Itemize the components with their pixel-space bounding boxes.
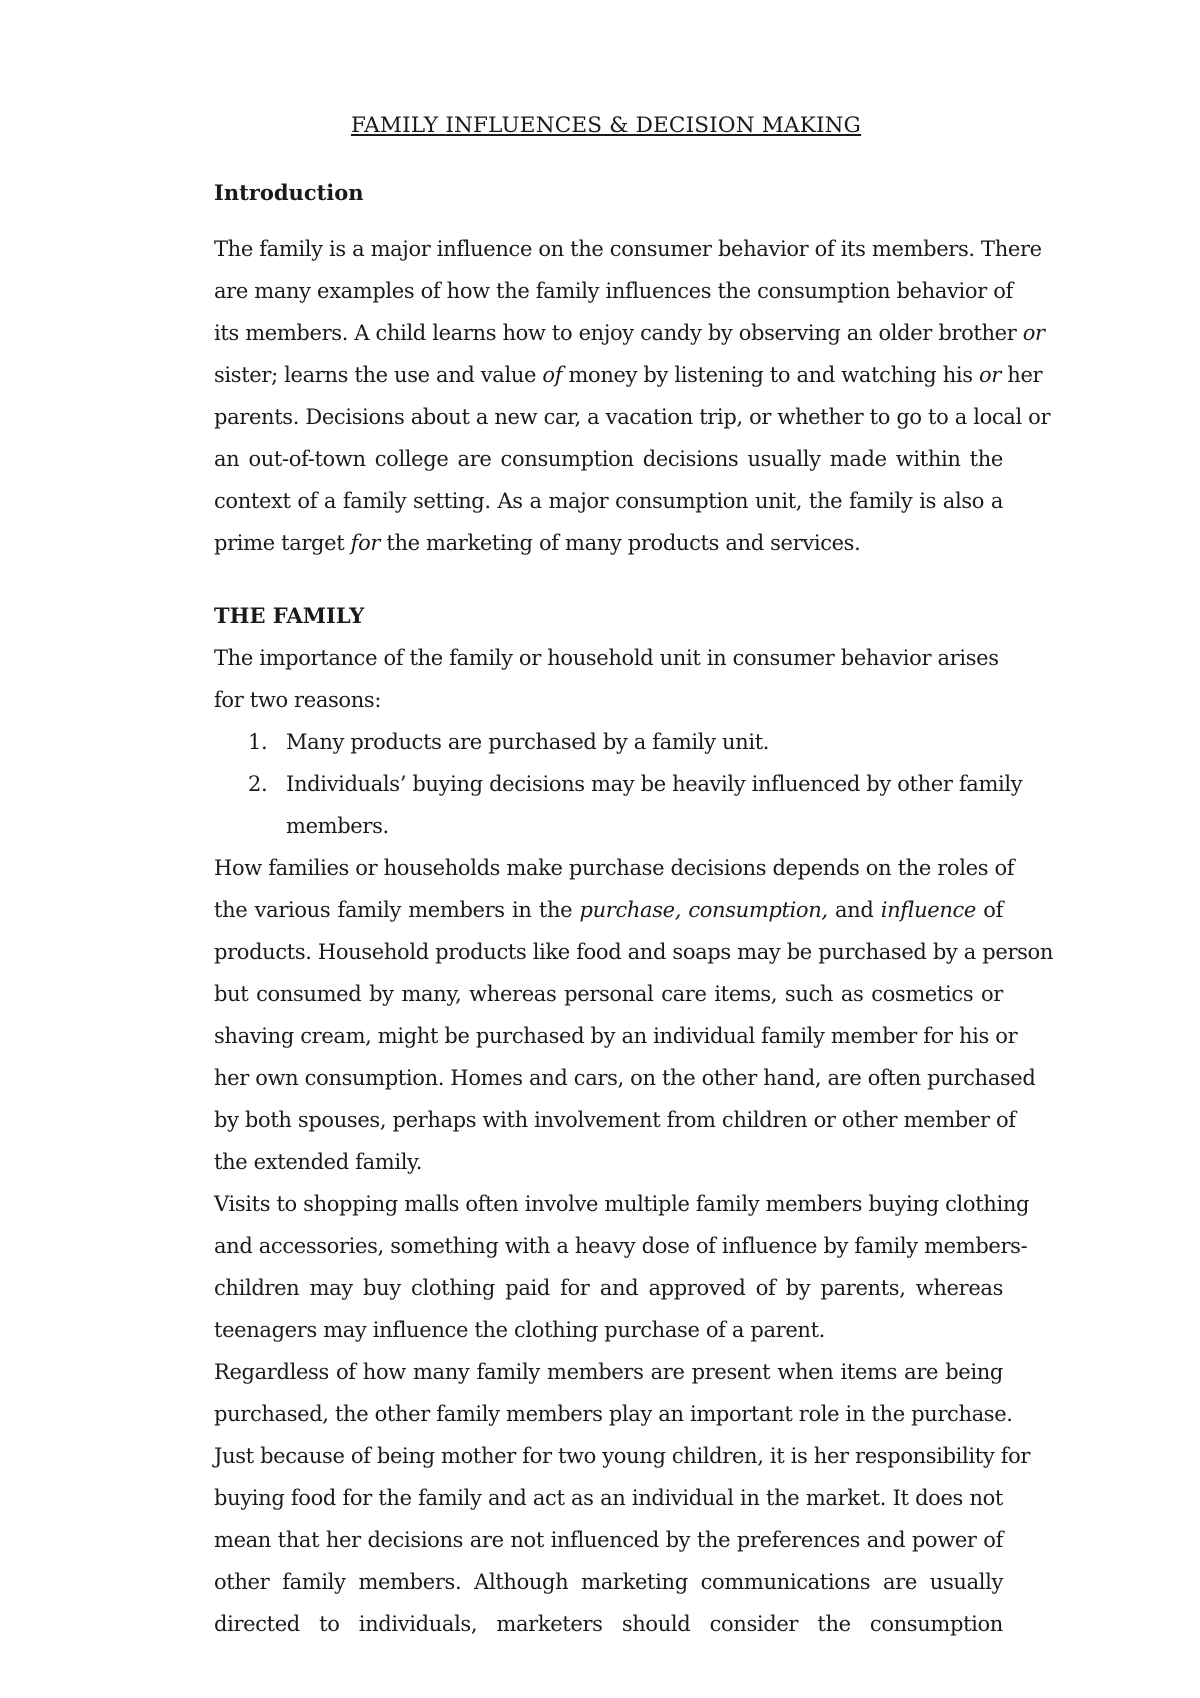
text-line: shaving cream, might be purchased by an individual family member for his or [214,1024,1018,1048]
section-heading-introduction: Introduction [214,180,364,205]
section-heading-the-family: THE FAMILY [214,603,365,628]
text-line: mean that her decisions are not influenced by the preferences and power of [214,1528,1003,1552]
text-line: Many products are purchased by a family unit. [286,730,770,754]
text-line: its members. A child learns how to enjoy candy by observing an older brother or [214,321,1045,345]
list-item [248,721,1003,763]
text-line: members. [286,814,389,838]
list-number: 1. [248,730,268,754]
text-line: parents. Decisions about a new car, a vacation trip, or whether to go to a local or [214,405,1051,429]
text-line: The importance of the family or household unit in consumer behavior arises [214,646,999,670]
text-line: and accessories, something with a heavy dose of influence by family members- [214,1234,1028,1258]
list-item [248,763,1023,847]
list-number: 2. [248,772,268,796]
text-line: prime target for the marketing of many products and services. [214,531,861,555]
text-line: Individuals’ buying decisions may be heavily influenced by other family [286,772,1023,796]
text-line: purchased, the other family members play an important role in the purchase. [214,1402,1013,1426]
text-line: children may buy clothing paid for and approved of by parents, whereas [214,1276,1003,1300]
family-intro-paragraph [214,637,1003,721]
text-line: Visits to shopping malls often involve multiple family members buying clothing [214,1192,1030,1216]
text-line: teenagers may influence the clothing purchase of a parent. [214,1318,826,1342]
text-line: buying food for the family and act as an individual in the market. It does not [214,1486,1003,1510]
text-line: Just because of being mother for two young children, it is her responsibility for [214,1444,1031,1468]
text-line: the various family members in the purchase, consumption, and influence of [214,898,1004,922]
text-line: the extended family. [214,1150,423,1174]
text-line: by both spouses, perhaps with involvement from children or other member of [214,1108,1016,1132]
intro-paragraph [214,228,1051,564]
family-paragraph-roles [214,847,1054,1645]
text-line: directed to individuals, marketers should consider the consumption [214,1612,1003,1636]
text-line: for two reasons: [214,688,382,712]
text-line: but consumed by many, whereas personal care items, such as cosmetics or [214,982,1003,1006]
text-line: The family is a major influence on the consumer behavior of its members. There [214,237,1042,261]
reasons-list [248,721,1023,847]
text-line: are many examples of how the family influences the consumption behavior of [214,279,1013,303]
document-title: FAMILY INFLUENCES & DECISION MAKING [350,113,862,138]
text-line: products. Household products like food and soaps may be purchased by a person [214,940,1054,964]
text-line: sister; learns the use and value of money by listening to and watching his or her [214,363,1043,387]
text-line: her own consumption. Homes and cars, on the other hand, are often purchased [214,1066,1036,1090]
text-line: Regardless of how many family members are present when items are being [214,1360,1003,1384]
text-line: an out-of-town college are consumption decisions usually made within the [214,447,1003,471]
text-line: How families or households make purchase decisions depends on the roles of [214,856,1015,880]
text-line: other family members. Although marketing communications are usually [214,1570,1003,1594]
text-line: context of a family setting. As a major consumption unit, the family is also a [214,489,1003,513]
